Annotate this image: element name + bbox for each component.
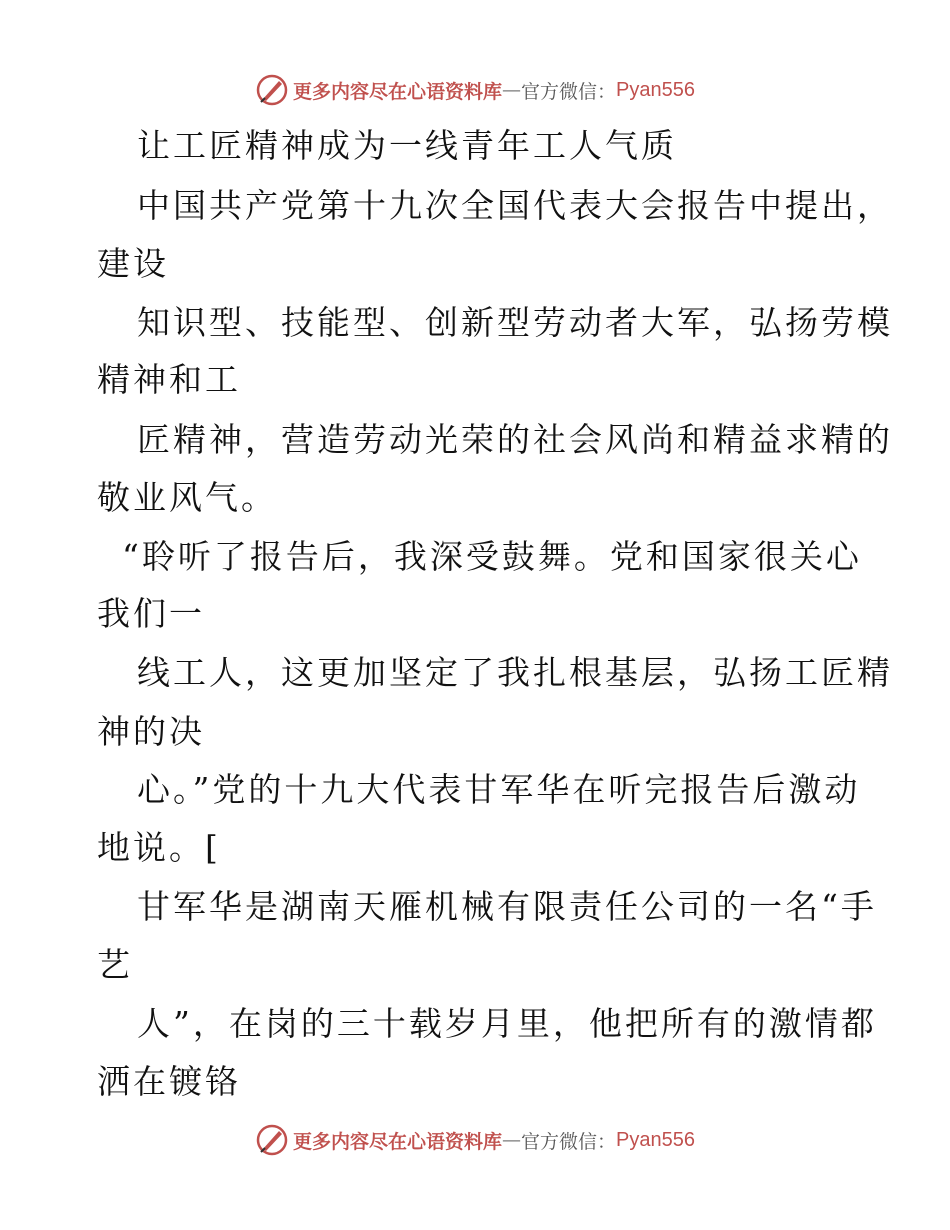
watermark-wechat-label: 官方微信：	[521, 80, 617, 103]
footer-watermark	[0, 1120, 950, 1160]
paragraph-line: 知识型、技能型、创新型劳动者大军，弘扬劳模	[137, 303, 893, 342]
watermark-wechat-label: 官方微信：	[521, 1130, 617, 1153]
watermark-wechat-id: Pyan556	[616, 78, 695, 101]
quill-logo-icon	[255, 73, 289, 107]
paragraph-line: 建设	[97, 244, 169, 283]
watermark-title: 更多内容尽在心语资料库	[293, 1130, 503, 1153]
document-title: 让工匠精神成为一线青年工人气质	[137, 126, 677, 165]
paragraph-line: 神的决	[97, 712, 205, 751]
paragraph-line: 线工人，这更加坚定了我扎根基层，弘扬工匠精	[137, 653, 893, 692]
paragraph-line: 我们一	[97, 594, 205, 633]
paragraph-line: 地说。[	[97, 828, 221, 867]
watermark-dash: —	[502, 1129, 522, 1151]
paragraph-line: 匠精神，营造劳动光荣的社会风尚和精益求精的	[137, 420, 893, 459]
quill-logo-icon	[255, 1123, 289, 1157]
paragraph-line: 洒在镀铬	[97, 1062, 241, 1101]
paragraph-line: 心。”党的十九大代表甘军华在听完报告后激动	[137, 770, 861, 809]
header-watermark	[0, 70, 950, 110]
paragraph-line: 精神和工	[97, 360, 241, 399]
paragraph-line: 敬业风气。	[97, 478, 277, 517]
paragraph-line: 中国共产党第十九次全国代表大会报告中提出，	[137, 186, 893, 225]
paragraph-line: 人”，在岗的三十载岁月里，他把所有的激情都	[137, 1004, 877, 1043]
watermark-dash: —	[502, 79, 522, 101]
paragraph-line: 艺	[97, 945, 133, 984]
watermark-wechat-id: Pyan556	[616, 1128, 695, 1151]
paragraph-line: 甘军华是湖南天雁机械有限责任公司的一名“手	[137, 887, 877, 926]
watermark-title: 更多内容尽在心语资料库	[293, 80, 503, 103]
paragraph-line: “聆听了报告后，我深受鼓舞。党和国家很关心	[122, 537, 862, 576]
